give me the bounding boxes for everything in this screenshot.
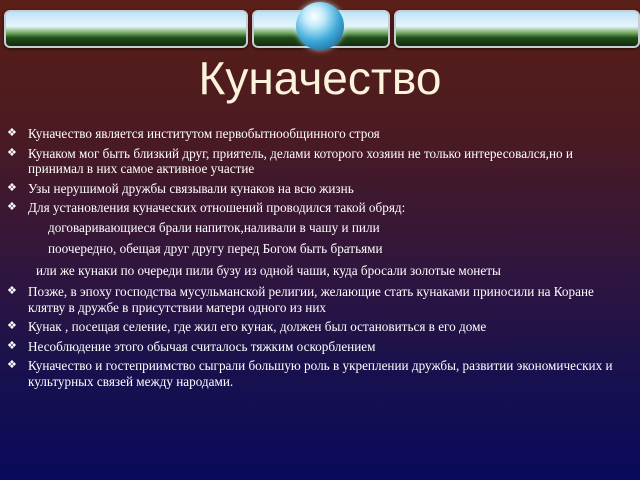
bullet-list bbox=[6, 126, 630, 393]
list-item-continuation bbox=[6, 241, 630, 257]
diamond-bullet-icon: ❖ bbox=[7, 181, 17, 194]
diamond-bullet-icon: ❖ bbox=[7, 285, 17, 297]
list-item bbox=[6, 181, 630, 197]
diamond-bullet-icon: ❖ bbox=[7, 320, 17, 332]
list-item-text: поочередно, обещая друг другу перед Богом быть братьями bbox=[48, 241, 383, 256]
list-item-text: Позже, в эпоху господства мусульманской религии, желающие стать кунаками приносили на Коране клятву в дружбе в присутствии матери одного из них bbox=[28, 284, 594, 315]
list-item bbox=[6, 200, 630, 216]
diamond-bullet-icon: ❖ bbox=[7, 146, 17, 159]
diamond-bullet-icon: ❖ bbox=[7, 339, 17, 352]
list-item bbox=[6, 146, 630, 177]
header-banner-left bbox=[4, 10, 248, 48]
slide-title: Куначество bbox=[198, 52, 442, 104]
list-item-text: или же кунаки по очереди пили бузу из одной чаши, куда бросали золотые монеты bbox=[36, 262, 501, 278]
list-item-text: Для установления куначеских отношений проводился такой обряд: bbox=[28, 200, 406, 215]
list-item-text: Кунак , посещая селение, где жил его кунак, должен был остановиться в его доме bbox=[28, 319, 487, 334]
header-banner-right bbox=[394, 10, 640, 48]
list-item-text: Несоблюдение этого обычая считалось тяжким оскорблением bbox=[28, 338, 376, 354]
diamond-bullet-icon: ❖ bbox=[7, 359, 17, 371]
list-item-text: Узы нерушимой дружбы связывали кунаков на всю жизнь bbox=[28, 180, 354, 196]
globe-icon bbox=[296, 2, 344, 50]
list-item bbox=[6, 339, 630, 355]
list-item-text: договаривающиеся брали напиток,наливали в чашу и пили bbox=[48, 219, 380, 235]
list-item bbox=[6, 126, 630, 142]
diamond-bullet-icon: ❖ bbox=[7, 201, 17, 213]
list-item-text: Кунаком мог быть близкий друг, приятель, делами которого хозяин не только интересовался,но и принимал в них самое активное участие bbox=[28, 145, 573, 176]
list-item bbox=[6, 319, 630, 335]
list-item bbox=[6, 284, 630, 315]
list-item-continuation bbox=[6, 263, 630, 279]
list-item bbox=[6, 358, 630, 389]
diamond-bullet-icon: ❖ bbox=[7, 127, 17, 139]
list-item-text: Куначество является институтом первобытнообщинного строя bbox=[28, 126, 380, 141]
list-item-continuation bbox=[6, 220, 630, 236]
list-item-text: Куначество и гостеприимство сыграли большую роль в укреплении дружбы, развитии экономических и культурных связей между народами. bbox=[28, 358, 613, 389]
